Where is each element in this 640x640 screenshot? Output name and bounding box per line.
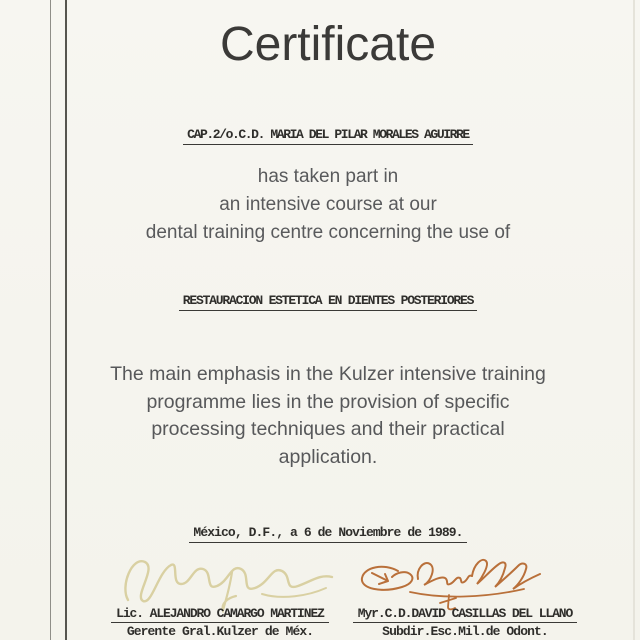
recipient-name: CAP.2/o.C.D. MARIA DEL PILAR MORALES AGUIRRE [183,127,473,145]
signatory-left-block [95,604,345,639]
signatory-right-name: Myr.C.D.DAVID CASILLAS DEL LLANO [353,606,577,623]
intro-line: dental training centre concerning the use of [145,222,511,243]
intro-line: has taken part in [257,166,399,187]
page-fold-line-outer [50,0,51,640]
intro-paragraph [68,163,588,247]
signatory-right-block [345,604,585,639]
page-right-edge-line [633,0,635,640]
recipient-name-line [68,125,588,145]
body-line: processing techniques and their practical [151,418,505,440]
page-fold-line-inner [65,0,67,640]
signatory-right-title: Subdir.Esc.Mil.de Odont. [382,624,548,639]
body-paragraph [68,361,588,471]
body-line: programme lies in the provision of specific [146,390,510,413]
course-name: RESTAURACION ESTETICA EN DIENTES POSTERIORES [179,293,477,311]
course-name-line [68,291,588,311]
date-line: México, D.F., a 6 de Noviembre de 1989. [189,525,466,543]
signatory-left-title: Gerente Gral.Kulzer de Méx. [126,624,314,639]
body-line: application. [278,445,378,468]
intro-line: an intensive course at our [219,194,437,215]
date-line-wrap [68,523,588,543]
body-line: The main emphasis in the Kulzer intensive training [110,363,546,385]
signatory-left-name: Lic. ALEJANDRO CAMARGO MARTINEZ [111,606,329,623]
certificate-title: Certificate [219,18,437,71]
